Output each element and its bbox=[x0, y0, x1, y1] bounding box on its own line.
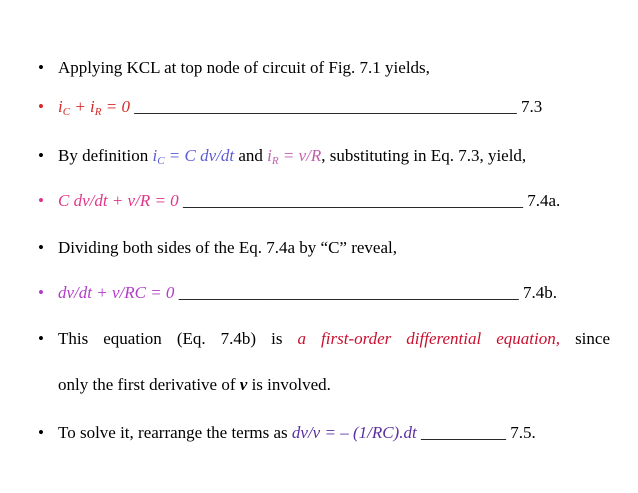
def-ic: $i_C = C$ dv/dt bbox=[152, 146, 235, 167]
equation-7-4b bbox=[58, 283, 610, 303]
bullet-icon: • bbox=[38, 238, 44, 257]
text-dividing: Dividing both sides of the Eq. 7.4a by “C” reveal, bbox=[58, 238, 397, 257]
highlight-first-order: a first-order differential equation, bbox=[297, 329, 561, 348]
bullet-icon: • bbox=[38, 191, 44, 210]
text-kcl: Applying KCL at top node of circuit of Fig. 7.1 yields, bbox=[58, 58, 430, 77]
eq-ir: + $i_R$ bbox=[70, 97, 102, 118]
blank-line: _____________________________________________ bbox=[130, 97, 517, 116]
bullet-icon: • bbox=[38, 329, 44, 348]
eq-ic: $i_C$ bbox=[58, 97, 71, 118]
blank-line: ________________________________________ bbox=[174, 283, 519, 302]
eq-text: C dv/dt + v/R = 0 bbox=[58, 191, 179, 210]
eq-text: dv/v = – (1/RC).dt bbox=[291, 423, 417, 442]
bullet-icon: • bbox=[38, 146, 44, 165]
blank-line: ________________________________________ bbox=[178, 191, 523, 210]
bullet-icon: • bbox=[38, 423, 44, 442]
eq-text: dv/dt + v/RC = 0 bbox=[58, 283, 175, 302]
text-first-order: This equation (Eq. 7.4b) is a first-order differential equation, since bbox=[58, 329, 610, 348]
equation-number: 7.4b. bbox=[518, 283, 557, 302]
blank-line: __________ bbox=[416, 423, 506, 442]
equation-7-4a bbox=[58, 191, 610, 211]
bullet-icon: • bbox=[38, 58, 44, 77]
text-solve: To solve it, rearrange the terms as dv/v = – (1/RC).dt __________ 7.5. bbox=[58, 423, 536, 442]
eq-zero: = 0 bbox=[101, 97, 130, 116]
text-definition: By definition $i_C = C$ dv/dt and $i_R = v/R$, substituting in Eq. 7.3, yield, bbox=[58, 146, 527, 167]
def-ir: $i_R = v/R$ bbox=[267, 146, 322, 167]
var-v: v bbox=[239, 375, 248, 394]
equation-number: 7.5. bbox=[505, 423, 536, 442]
text-derivative: only the first derivative of v is involved. bbox=[58, 375, 331, 394]
bullet-icon: • bbox=[38, 97, 44, 116]
bullet-icon: • bbox=[38, 283, 44, 302]
equation-number: 7.4a. bbox=[522, 191, 561, 210]
equation-number: 7.3 bbox=[516, 97, 543, 116]
equation-7-3 bbox=[58, 97, 610, 117]
